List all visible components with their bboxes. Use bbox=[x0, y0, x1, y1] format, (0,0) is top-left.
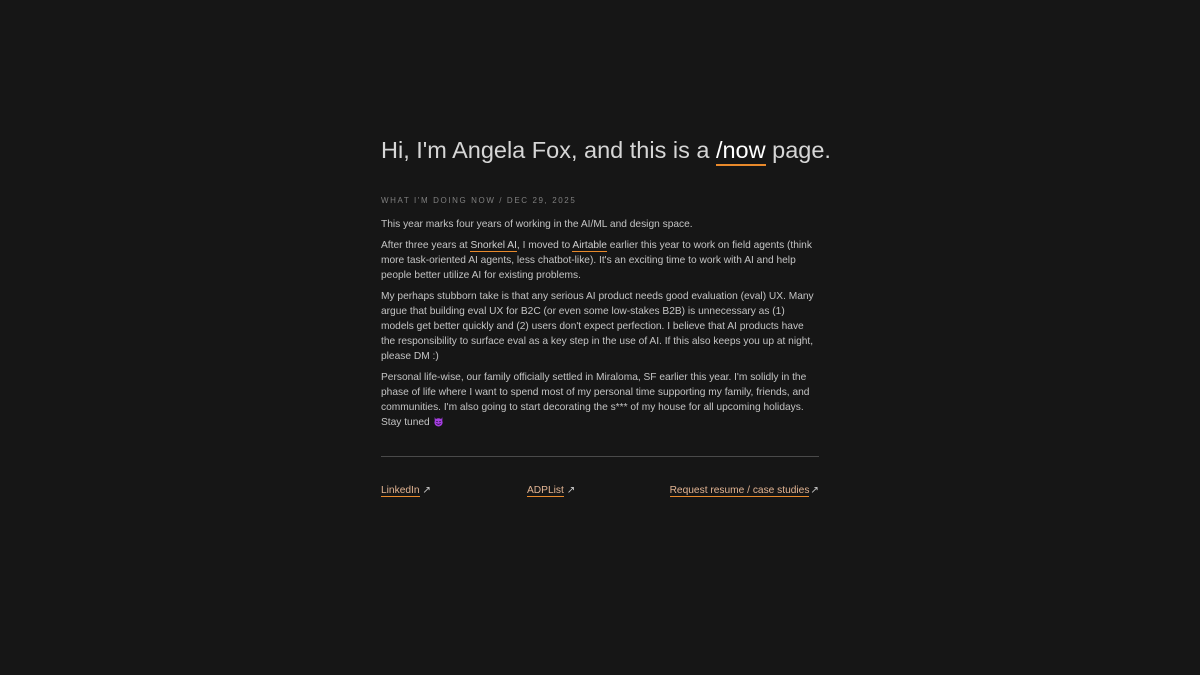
now-page bbox=[381, 134, 831, 500]
linkedin-link-wrap bbox=[381, 484, 431, 498]
page-title-suffix: page. bbox=[765, 137, 831, 163]
paragraph-eval-ux: My perhaps stubborn take is that any serious AI product needs good evaluation (eval) UX. Many argue that building eval UX for B2C (or even some low-stakes B2B) is unnecessary as (1) models get better quickly and (2) users don't expect perfection. I believe that AI products have the responsibility to surface eval as a key step in the use of AI. If this also keeps you up at night, please DM :) bbox=[381, 291, 814, 362]
adplist-link[interactable]: ADPList bbox=[527, 485, 564, 496]
paragraph-work-text-c: earlier this year to work on field agents (think more task-oriented AI agents, less chatbot-like). It's an exciting time to work with AI and help people better utilize AI for existing problems. bbox=[381, 240, 812, 281]
adplist-link-wrap bbox=[527, 484, 575, 498]
request-resume-link-wrap bbox=[670, 484, 819, 498]
external-link-arrow-icon: ↗ bbox=[566, 485, 576, 496]
page-title-prefix: Hi, I'm Angela Fox, and this is a bbox=[381, 137, 716, 163]
smiling-devil-icon bbox=[433, 416, 444, 427]
section-eyebrow: WHAT I'M DOING NOW / DEC 29, 2025 bbox=[381, 196, 577, 205]
footer-divider bbox=[381, 456, 819, 457]
now-link[interactable]: /now bbox=[716, 137, 766, 166]
external-link-arrow-icon: ↗ bbox=[422, 485, 432, 496]
paragraph-intro: This year marks four years of working in the AI/ML and design space. bbox=[381, 219, 693, 230]
paragraph-work bbox=[381, 238, 819, 283]
external-link-arrow-icon: ↗ bbox=[810, 485, 819, 496]
linkedin-link[interactable]: LinkedIn bbox=[381, 485, 420, 496]
snorkel-ai-link[interactable]: Snorkel AI bbox=[470, 240, 517, 251]
request-resume-link[interactable]: Request resume / case studies bbox=[669, 485, 810, 496]
now-content bbox=[381, 217, 819, 430]
paragraph-personal-text: Personal life-wise, our family officially settled in Miraloma, SF earlier this year. I'm solidly in the phase of life where I want to spend most of my personal time supporting my family, friends, and communities. I'm also going to start decorating the s*** of my house for all upcoming holidays. Stay tuned bbox=[381, 372, 810, 428]
paragraph-work-text-b: , I moved to bbox=[516, 240, 573, 251]
airtable-link[interactable]: Airtable bbox=[572, 240, 607, 251]
footer-links bbox=[381, 484, 819, 500]
page-title bbox=[381, 134, 831, 166]
paragraph-personal bbox=[381, 370, 819, 430]
paragraph-work-text-a: After three years at bbox=[381, 240, 471, 251]
